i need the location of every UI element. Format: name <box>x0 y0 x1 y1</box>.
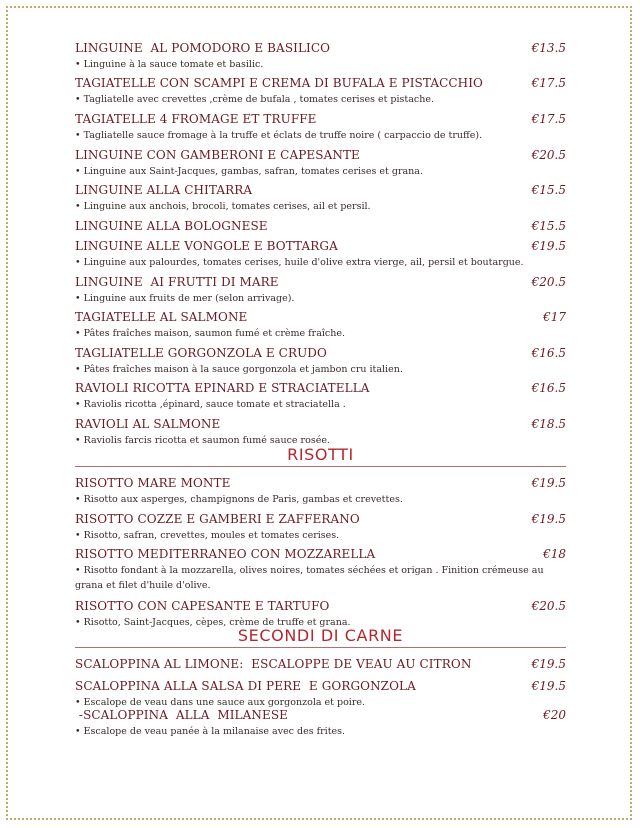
dish-description: • Pâtes fraîches maison à la sauce gorgonzola et jambon cru italien. <box>75 364 403 375</box>
dish-description: • Tagliatelle sauce fromage à la truffe et éclats de truffe noire ( carpaccio de truffe). <box>75 130 483 141</box>
menu-item <box>75 148 566 183</box>
dish-name: RISOTTO MEDITERRANEO CON MOZZARELLA <box>75 547 376 561</box>
menu-item <box>75 381 566 417</box>
dish-name: TAGIATELLE 4 FROMAGE ET TRUFFE <box>75 112 317 126</box>
dish-price: €17 <box>543 310 566 324</box>
dish-price: €18.5 <box>531 417 566 431</box>
dish-price: €20 <box>543 708 566 722</box>
dish-description: • Linguine aux palourdes, tomates cerises, huile d'olive extra vierge, ail, persil et boutargue. <box>75 257 524 268</box>
menu-item <box>75 41 566 76</box>
dish-name: LINGUINE CON GAMBERONI E CAPESANTE <box>75 148 360 162</box>
dish-price: €13.5 <box>531 41 566 55</box>
menu-item <box>75 275 566 310</box>
menu-item <box>75 112 566 148</box>
dish-name: LINGUINE AI FRUTTI DI MARE <box>75 275 279 289</box>
menu-content <box>75 41 566 740</box>
menu-item <box>75 512 566 547</box>
menu-item <box>75 657 566 679</box>
dish-price: €20.5 <box>531 148 566 162</box>
dish-description: • Risotto aux asperges, champignons de Paris, gambas et crevettes. <box>75 494 403 505</box>
menu-item <box>75 219 566 239</box>
dish-description: • Raviolis farcis ricotta et saumon fumé sauce rosée. <box>75 435 330 446</box>
section-divider <box>75 466 566 467</box>
dish-name: TAGIATELLE CON SCAMPI E CREMA DI BUFALA E PISTACCHIO <box>75 76 483 90</box>
dish-price: €19.5 <box>531 512 566 526</box>
dish-price: €20.5 <box>531 275 566 289</box>
dish-name: TAGLIATELLE GORGONZOLA E CRUDO <box>75 346 327 360</box>
dish-price: €16.5 <box>531 381 566 395</box>
section-risotti <box>75 445 566 476</box>
dish-description: • Raviolis ricotta ,épinard, sauce tomate et straciatella . <box>75 399 346 410</box>
dish-name: RISOTTO COZZE E GAMBERI E ZAFFERANO <box>75 512 360 526</box>
menu-item <box>75 599 566 626</box>
menu-item <box>75 417 566 445</box>
dish-name: LINGUINE ALLA CHITARRA <box>75 183 253 197</box>
dish-description: • Linguine aux Saint-Jacques, gambas, safran, tomates cerises et grana. <box>75 166 423 177</box>
section-secondi-di-carne <box>75 626 566 657</box>
menu-item <box>75 679 566 708</box>
dish-name: SCALOPPINA ALLA SALSA DI PERE E GORGONZOLA <box>75 679 416 693</box>
dish-price: €16.5 <box>531 346 566 360</box>
dish-name: RAVIOLI AL SALMONE <box>75 417 221 431</box>
menu-item <box>75 183 566 219</box>
menu-item <box>75 547 566 599</box>
dish-name: TAGIATELLE AL SALMONE <box>75 310 248 324</box>
dish-description: • Escalope de veau dans une sauce aux gorgonzola et poire. <box>75 697 366 708</box>
dish-price: €15.5 <box>531 183 566 197</box>
dish-name: LINGUINE ALLA BOLOGNESE <box>75 219 268 233</box>
section-title: SECONDI DI CARNE <box>237 626 404 645</box>
dish-name: RISOTTO MARE MONTE <box>75 476 231 490</box>
dish-description: • Risotto, safran, crevettes, moules et tomates cerises. <box>75 530 340 541</box>
dish-name: -SCALOPPINA ALLA MILANESE <box>75 708 289 722</box>
dish-price: €17.5 <box>531 76 566 90</box>
dish-description: • Linguine aux anchois, brocoli, tomates cerises, ail et persil. <box>75 201 371 212</box>
menu-item <box>75 310 566 346</box>
menu-item <box>75 476 566 512</box>
menu-item <box>75 708 566 740</box>
menu-item <box>75 346 566 381</box>
dish-price: €19.5 <box>531 476 566 490</box>
menu-item <box>75 239 566 275</box>
dish-price: €15.5 <box>531 219 566 233</box>
dish-name: RAVIOLI RICOTTA EPINARD E STRACIATELLA <box>75 381 370 395</box>
dish-price: €17.5 <box>531 112 566 126</box>
dish-description: • Pâtes fraîches maison, saumon fumé et crème fraîche. <box>75 328 346 339</box>
dish-description: • Risotto fondant à la mozzarella, olives noires, tomates séchées et origan . Finition crémeuse au grana et filet d'huile d'olive. <box>75 565 544 591</box>
dish-name: SCALOPPINA AL LIMONE: ESCALOPPE DE VEAU AU CITRON <box>75 657 472 671</box>
dish-name: LINGUINE AL POMODORO E BASILICO <box>75 41 331 55</box>
dish-price: €18 <box>543 547 566 561</box>
dish-price: €19.5 <box>531 657 566 671</box>
dish-description: • Escalope de veau panée à la milanaise avec des frites. <box>75 726 346 737</box>
dish-price: €20.5 <box>531 599 566 613</box>
dish-name: LINGUINE ALLE VONGOLE E BOTTARGA <box>75 239 338 253</box>
dish-description: • Linguine à la sauce tomate et basilic. <box>75 59 264 70</box>
section-divider <box>75 647 566 648</box>
dish-description: • Risotto, Saint-Jacques, cèpes, crème de truffe et grana. <box>75 617 351 628</box>
dish-description: • Tagliatelle avec crevettes ,crème de bufala , tomates cerises et pistache. <box>75 94 434 105</box>
dish-price: €19.5 <box>531 239 566 253</box>
dish-description: • Linguine aux fruits de mer (selon arrivage). <box>75 293 295 304</box>
section-title: RISOTTI <box>287 445 354 464</box>
menu-item <box>75 76 566 112</box>
dish-price: €19.5 <box>531 679 566 693</box>
dish-name: RISOTTO CON CAPESANTE E TARTUFO <box>75 599 330 613</box>
